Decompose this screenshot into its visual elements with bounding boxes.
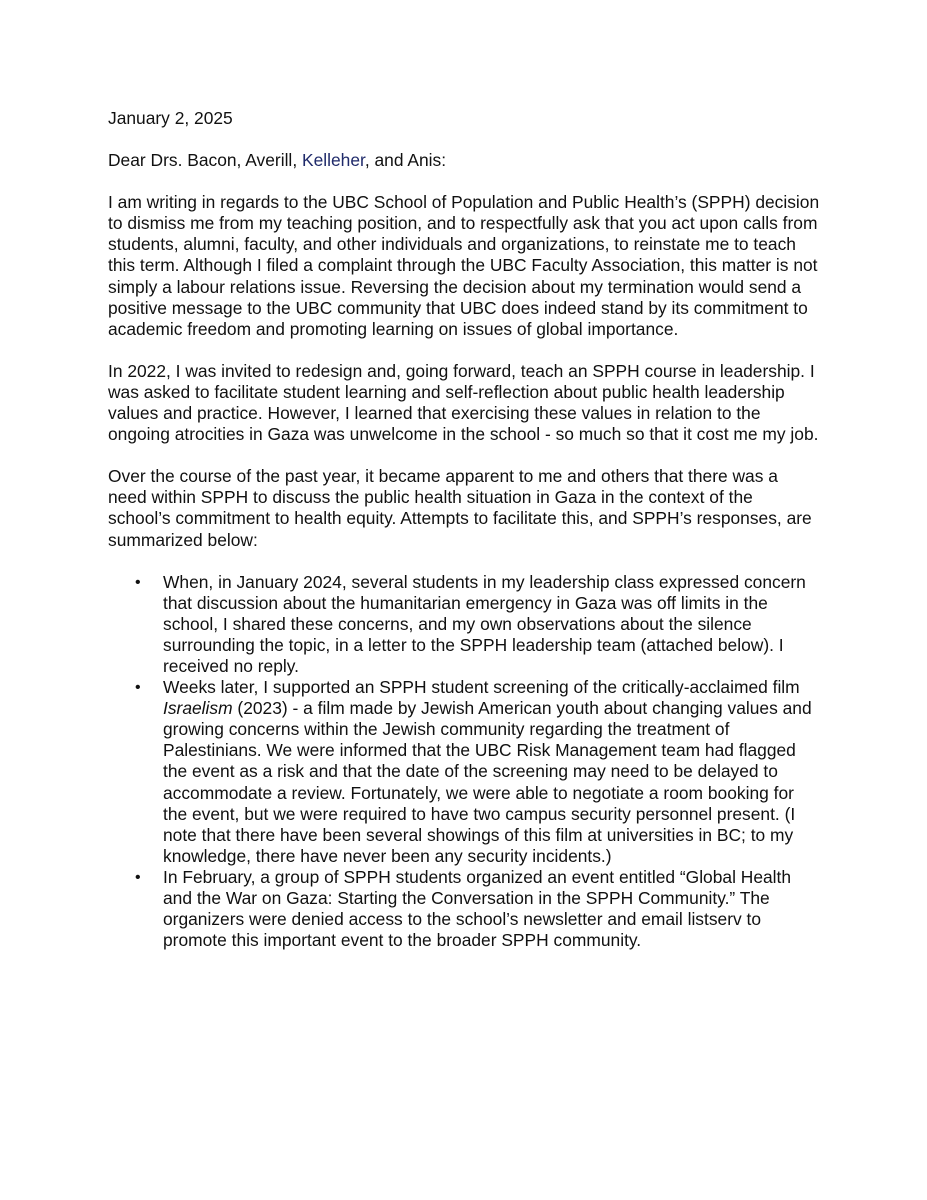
paragraph-leadership-course: In 2022, I was invited to redesign and, going forward, teach an SPPH course in leadership. I was asked to facilitate student learning and self-reflection about public health leadership values and practice. However, I learned that exercising these values in relation to the ongoing atrocities in Gaza was unwelcome in the school - so much so that it cost me my job. — [108, 360, 819, 445]
salutation-name-averill: Averill — [245, 150, 293, 171]
events-bullet-list — [108, 572, 820, 952]
letter-page — [108, 108, 820, 951]
salutation — [108, 150, 820, 171]
bullet-marker: • — [135, 573, 141, 591]
list-item — [108, 867, 820, 951]
paragraph-reinstatement-request: I am writing in regards to the UBC School of Population and Public Health’s (SPPH) decision to dismiss me from my teaching position, and to respectfully ask that you act upon calls from students, alumni, faculty, and other individuals and organizations, to reinstate me to teach this term. Although I filed a complaint through the UBC Faculty Association, this matter is not simply a labour relations issue. Reversing the decision about my termination would send a positive message to the UBC community that UBC does indeed stand by its commitment to academic freedom and promoting learning on issues of global importance. — [108, 192, 820, 339]
salutation-prefix: Dear Drs. Bacon — [108, 150, 237, 171]
salutation-separator: , — [292, 150, 302, 171]
list-item — [108, 572, 820, 677]
bullet-marker: • — [135, 679, 141, 697]
salutation-suffix: , and Anis: — [364, 150, 447, 171]
salutation-separator: , — [236, 150, 246, 171]
letter-date: January 2, 2025 — [108, 108, 233, 128]
salutation-name-kelleher: Kelleher — [301, 150, 365, 171]
paragraph-gaza-discussion: Over the course of the past year, it became apparent to me and others that there was a need within SPPH to discuss the public health situation in Gaza in the context of the school’s commitment to health equity. Attempts to facilitate this, and SPPH’s responses, are summarized below: — [108, 466, 812, 550]
bullet-text-event-promotion: In February, a group of SPPH students organized an event entitled “Global Health and the War on Gaza: Starting the Conversation in the SPPH Community.” The organizers were denied access to the school’s newsletter and email listserv to promote this important event to the broader SPPH community. — [163, 866, 792, 951]
list-item — [108, 677, 820, 867]
bullet-text-screening-intro: Weeks later, I supported an SPPH student screening of the critically-acclaimed film — [163, 677, 800, 698]
bullet-text-screening-details: (2023) - a film made by Jewish American youth about changing values and growing concerns within the Jewish community regarding the treatment of Palestinians. We were informed that the UBC Risk Management team had flagged the event as a risk and that the date of the screening may need to be delayed to accommodate a review. Fortunately, we were able to negotiate a room booking for the event, but we were required to have two campus security personnel present. (I note that there have been several showings of this film at universities in BC; to my knowledge, there have never been any security incidents.) — [163, 698, 812, 866]
film-title: Israelism — [163, 698, 233, 719]
bullet-marker: • — [135, 868, 141, 886]
bullet-text-student-concerns: When, in January 2024, several students in my leadership class expressed concern that discussion about the humanitarian emergency in Gaza was off limits in the school, I shared these concerns, and my own observations about the silence surrounding the topic, in a letter to the SPPH leadership team (attached below). I received no reply. — [163, 571, 806, 676]
